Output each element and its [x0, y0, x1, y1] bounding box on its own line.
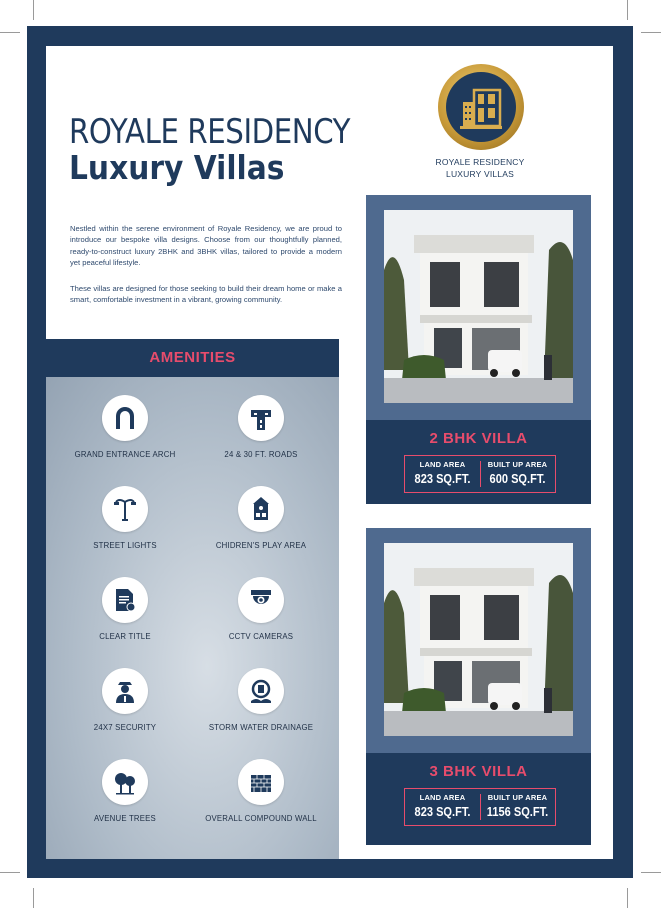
- crop-mark: [33, 0, 34, 20]
- drain-icon: [238, 668, 284, 714]
- land-area-value: 823 SQ.FT.: [414, 471, 471, 486]
- crop-mark: [33, 888, 34, 908]
- page-title: ROYALE RESIDENCY: [69, 112, 351, 152]
- villa-specs: [404, 788, 556, 826]
- amenities-header: [46, 339, 339, 377]
- villa-photo: [384, 210, 573, 403]
- crop-mark: [0, 32, 20, 33]
- land-area: [405, 789, 480, 825]
- villa-card-3bhk: [366, 528, 591, 819]
- amenity-label: STORM WATER DRAINAGE: [208, 723, 314, 732]
- villa-info: [366, 753, 591, 845]
- villa-info: [366, 420, 591, 504]
- logo: [438, 64, 524, 150]
- amenity-label: 24X7 SECURITY: [93, 723, 157, 732]
- amenity-label: STREET LIGHTS: [93, 541, 157, 550]
- villa-name: 3 BHK VILLA: [429, 763, 528, 780]
- amenity-label: CLEAR TITLE: [99, 632, 151, 641]
- villa-photo: [384, 543, 573, 736]
- villa-specs: [404, 455, 556, 493]
- amenities-title: AMENITIES: [149, 349, 236, 366]
- trees-icon: [102, 759, 148, 805]
- villa-illustration: [384, 543, 573, 736]
- page-subtitle: Luxury Villas: [69, 148, 285, 187]
- built-up-area-label: BUILT UP AREA: [487, 460, 548, 469]
- arch-icon: [102, 395, 148, 441]
- land-area-label: LAND AREA: [419, 460, 466, 469]
- intro-paragraph-2: These villas are designed for those seeking to build their dream home or make a smart, comfortable investment in a vibrant, growing community.: [70, 284, 342, 305]
- document-icon: [102, 577, 148, 623]
- intro-paragraph-1: Nestled within the serene environment of Royale Residency, we are proud to introduce our bespoke villa designs. Choose from our thoughtfully planned, ready-to-construct luxury 2BHK and 3BHK villas, tailored to provide a modern yet peaceful lifestyle.: [70, 224, 342, 268]
- land-area-label: LAND AREA: [419, 793, 466, 802]
- villa-name: 2 BHK VILLA: [429, 430, 528, 447]
- street-light-icon: [102, 486, 148, 532]
- built-up-area: [480, 789, 555, 825]
- land-area-value: 823 SQ.FT.: [414, 804, 471, 819]
- amenity-label: CHIDREN'S PLAY AREA: [215, 541, 307, 550]
- logo-badge: [446, 72, 516, 142]
- amenity-label: AVENUE TREES: [94, 814, 156, 823]
- built-up-area-value: 600 SQ.FT.: [489, 471, 546, 486]
- crop-mark: [641, 32, 661, 33]
- play-area-icon: [238, 486, 284, 532]
- amenity-label: GRAND ENTRANCE ARCH: [74, 450, 176, 459]
- crop-mark: [627, 888, 628, 908]
- logo-text-line1: ROYALE RESIDENCY: [435, 157, 525, 167]
- crop-mark: [0, 872, 20, 873]
- road-icon: [238, 395, 284, 441]
- built-up-area-label: BUILT UP AREA: [487, 793, 548, 802]
- amenity-label: 24 & 30 FT. ROADS: [224, 450, 298, 459]
- land-area: [405, 456, 480, 492]
- crop-mark: [627, 0, 628, 20]
- crop-mark: [641, 872, 661, 873]
- villa-illustration: [384, 210, 573, 403]
- cctv-icon: [238, 577, 284, 623]
- built-up-area: [480, 456, 555, 492]
- amenity-label: CCTV CAMERAS: [228, 632, 294, 641]
- amenity-label: OVERALL COMPOUND WALL: [205, 814, 317, 823]
- logo-text-line2: LUXURY VILLAS: [446, 169, 514, 179]
- brick-wall-icon: [238, 759, 284, 805]
- built-up-area-value: 1156 SQ.FT.: [486, 804, 549, 819]
- security-guard-icon: [102, 668, 148, 714]
- building-logo-icon: [446, 72, 516, 142]
- villa-card-2bhk: [366, 195, 591, 486]
